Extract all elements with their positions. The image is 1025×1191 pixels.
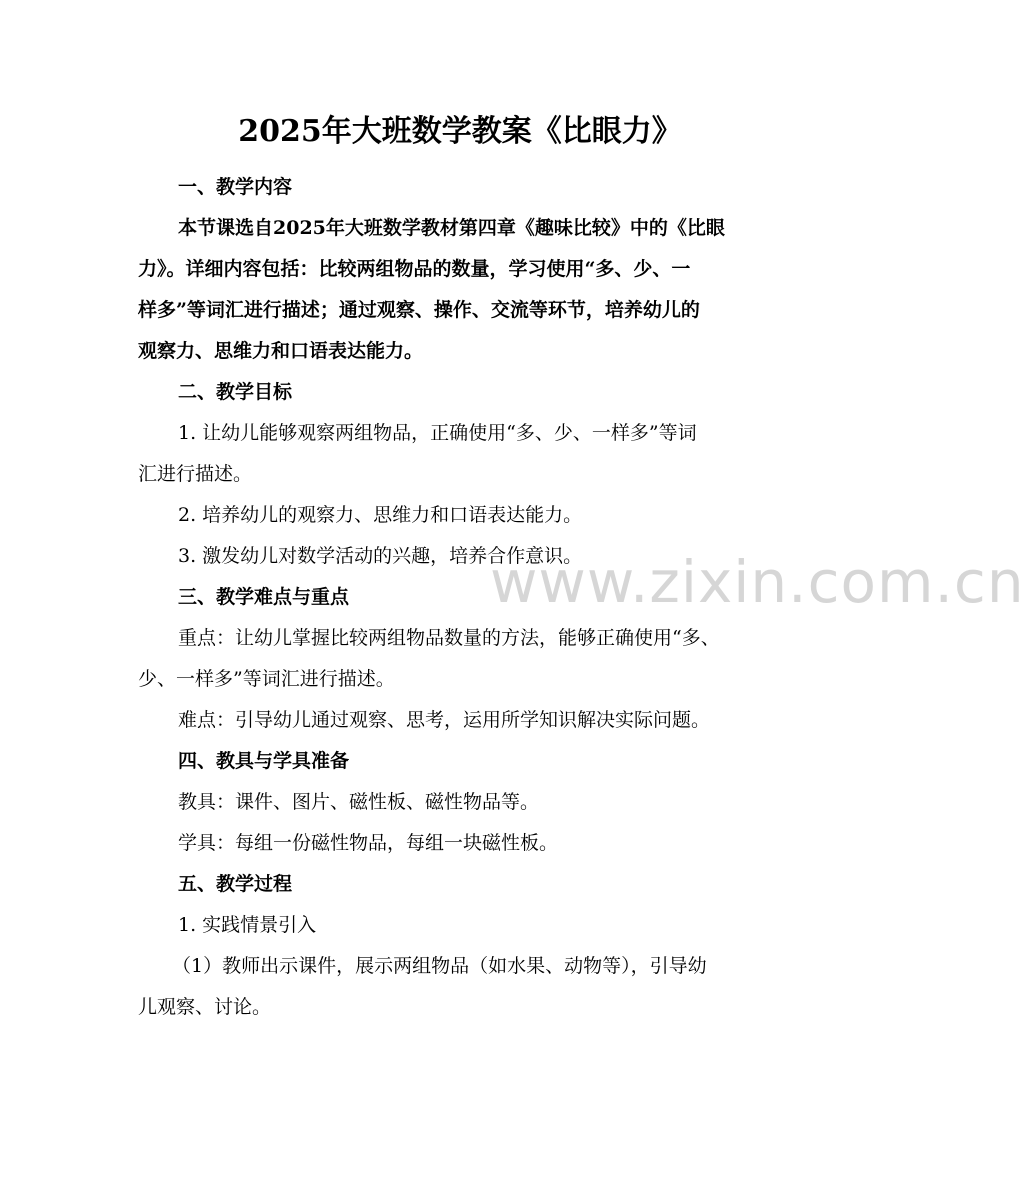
document-title: 2025年大班数学教案《比眼力》 xyxy=(238,114,682,149)
process-step: 1. 实践情景引入 xyxy=(178,914,317,936)
process-substep-line: （1）教师出示课件，展示两组物品（如水果、动物等），引导幼 xyxy=(172,955,707,977)
teacher-tools-line: 教具：课件、图片、磁性板、磁性物品等。 xyxy=(178,791,540,813)
paragraph-line: 样多”等词汇进行描述；通过观察、操作、交流等环节，培养幼儿的 xyxy=(138,299,700,321)
paragraph-line: 观察力、思维力和口语表达能力。 xyxy=(138,340,424,362)
paragraph-line: 力》。详细内容包括：比较两组物品的数量，学习使用“多、少、一 xyxy=(138,258,691,280)
section-heading-process: 五、教学过程 xyxy=(178,873,293,895)
objective-item-continued: 汇进行描述。 xyxy=(138,463,253,485)
paragraph-line: 本节课选自2025年大班数学教材第四章《趣味比较》中的《比眼 xyxy=(178,217,725,239)
watermark: www.zixin.com.cn xyxy=(490,548,1025,616)
section-heading-objectives: 二、教学目标 xyxy=(178,381,293,403)
difficulty-line: 难点：引导幼儿通过观察、思考，运用所学知识解决实际问题。 xyxy=(178,709,711,731)
objective-item: 3. 激发幼儿对数学活动的兴趣，培养合作意识。 xyxy=(178,545,583,567)
process-substep-line: 儿观察、讨论。 xyxy=(138,996,272,1018)
key-point-line: 重点：让幼儿掌握比较两组物品数量的方法，能够正确使用“多、 xyxy=(178,627,720,649)
objective-item: 1. 让幼儿能够观察两组物品，正确使用“多、少、一样多”等词 xyxy=(178,422,697,444)
objective-item: 2. 培养幼儿的观察力、思维力和口语表达能力。 xyxy=(178,504,583,526)
key-point-line: 少、一样多”等词汇进行描述。 xyxy=(138,668,395,690)
section-heading-content: 一、教学内容 xyxy=(178,176,293,198)
section-heading-materials: 四、教具与学具准备 xyxy=(178,750,350,772)
section-heading-key-points: 三、教学难点与重点 xyxy=(178,586,350,608)
student-tools-line: 学具：每组一份磁性物品，每组一块磁性板。 xyxy=(178,832,559,854)
